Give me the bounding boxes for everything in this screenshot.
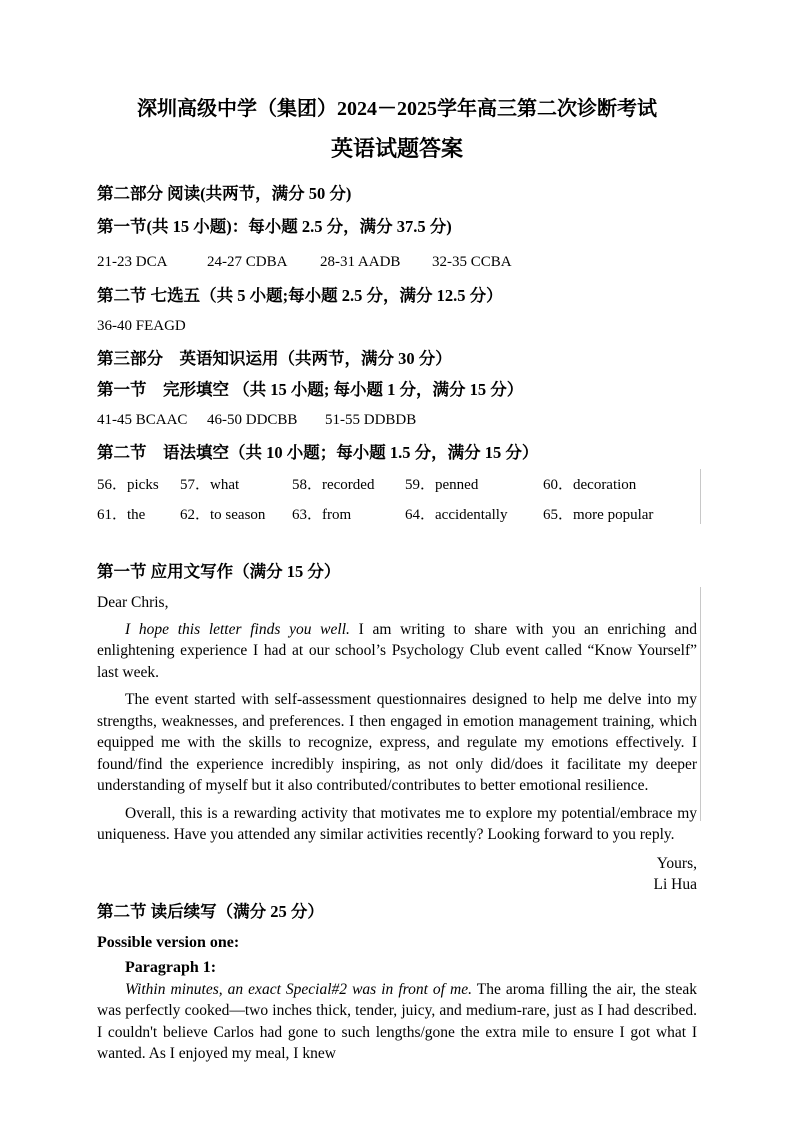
reading-section1-answers	[97, 252, 697, 272]
cloze-answers	[97, 410, 697, 430]
document-body	[97, 96, 697, 1065]
letter-paragraph-2: The event started with self-assessment questionnaires designed to help me delve into my strengths, weaknesses, and preferences. I then engaged in emotion management training, which equipped me with the skills to recognize, express, and regulate my emotions effectively. I found/find the experience incredibly inspiring, as not only did/does it facilitate my deeper understanding of myself but it also contributed/contributes to better emotional resilience.	[97, 691, 697, 794]
exam-subtitle: 英语试题答案	[330, 136, 463, 161]
letter-paragraph-1	[97, 619, 697, 684]
letter-signature: Li Hua	[653, 876, 697, 893]
continuation-paragraph-lead: Within minutes, an exact Special#2 was in front of me.	[125, 980, 472, 998]
answer-57: 57．what	[180, 477, 240, 493]
answer-group-24-27: 24-27 CDBA	[207, 254, 288, 270]
answer-58: 58．recorded	[292, 477, 375, 493]
part2-heading: 第二部分 阅读(共两节，满分 50 分)	[97, 184, 352, 203]
answer-group-46-50: 46-50 DDCBB	[207, 412, 298, 428]
letter-paragraph-1-lead: I hope this letter finds you well.	[125, 620, 350, 638]
continuation-paragraph-rest: The aroma filling the air, the steak was perfectly cooked—two inches thick, tender, juicy, and medium-rare, just as I had described. I couldn't believe Carlos had gone to such lengths/gone the extra mile to ensure I got what I wanted. As I enjoyed my meal, I knew	[97, 980, 697, 1062]
answer-59: 59．penned	[405, 477, 479, 493]
grammar-heading: 第二节 语法填空（共 10 小题；每小题 1.5 分，满分 15 分）	[97, 443, 539, 462]
reading-section2-heading: 第二节 七选五（共 5 小题;每小题 2.5 分，满分 12.5 分）	[97, 286, 503, 305]
answer-group-51-55: 51-55 DDBDB	[325, 412, 417, 428]
reading-section1-heading: 第一节(共 15 小题)：每小题 2.5 分，满分 37.5 分)	[97, 217, 452, 236]
table-border-line	[700, 587, 701, 821]
answer-64: 64．accidentally	[405, 507, 508, 523]
exam-title: 深圳高级中学（集团）2024－2025学年高三第二次诊断考试	[137, 98, 657, 120]
part3-heading: 第三部分 英语知识运用（共两节，满分 30 分）	[97, 349, 452, 368]
answer-56: 56．picks	[97, 477, 159, 493]
grammar-answers	[97, 475, 697, 525]
version-label: Possible version one:	[97, 933, 240, 951]
letter-closing: Yours,	[656, 854, 697, 872]
continuation-heading: 第二节 读后续写（满分 25 分）	[97, 901, 324, 921]
applied-writing-heading: 第一节 应用文写作（满分 15 分）	[97, 562, 341, 581]
letter-salutation: Dear Chris,	[97, 594, 169, 611]
cloze-heading: 第一节 完形填空 （共 15 小题; 每小题 1 分，满分 15 分）	[97, 380, 524, 399]
answer-61: 61．the	[97, 507, 146, 523]
answer-60: 60．decoration	[543, 477, 637, 493]
answer-65: 65．more popular	[543, 507, 654, 523]
letter-paragraph-3: Overall, this is a rewarding activity that motivates me to explore my potential/embrace my uniqueness. Have you attended any similar activities recently? Looking forward to you reply.	[97, 804, 697, 843]
table-border-line	[700, 469, 701, 524]
answer-group-41-45: 41-45 BCAAC	[97, 412, 188, 428]
continuation-paragraph	[97, 979, 697, 1065]
answer-group-32-35: 32-35 CCBA	[432, 254, 512, 270]
paragraph-label: Paragraph 1:	[125, 959, 217, 976]
answer-group-28-31: 28-31 AADB	[320, 254, 401, 270]
answer-63: 63．from	[292, 507, 352, 523]
answer-group-21-23: 21-23 DCA	[97, 254, 168, 270]
answer-62: 62．to season	[180, 507, 266, 523]
reading-section2-answers: 36-40 FEAGD	[97, 318, 186, 334]
letter-paragraph-1-rest: I am writing to share with you an enriching and enlightening experience I had at our school’s Psychology Club event called “Know Yourself” last week.	[97, 620, 697, 681]
